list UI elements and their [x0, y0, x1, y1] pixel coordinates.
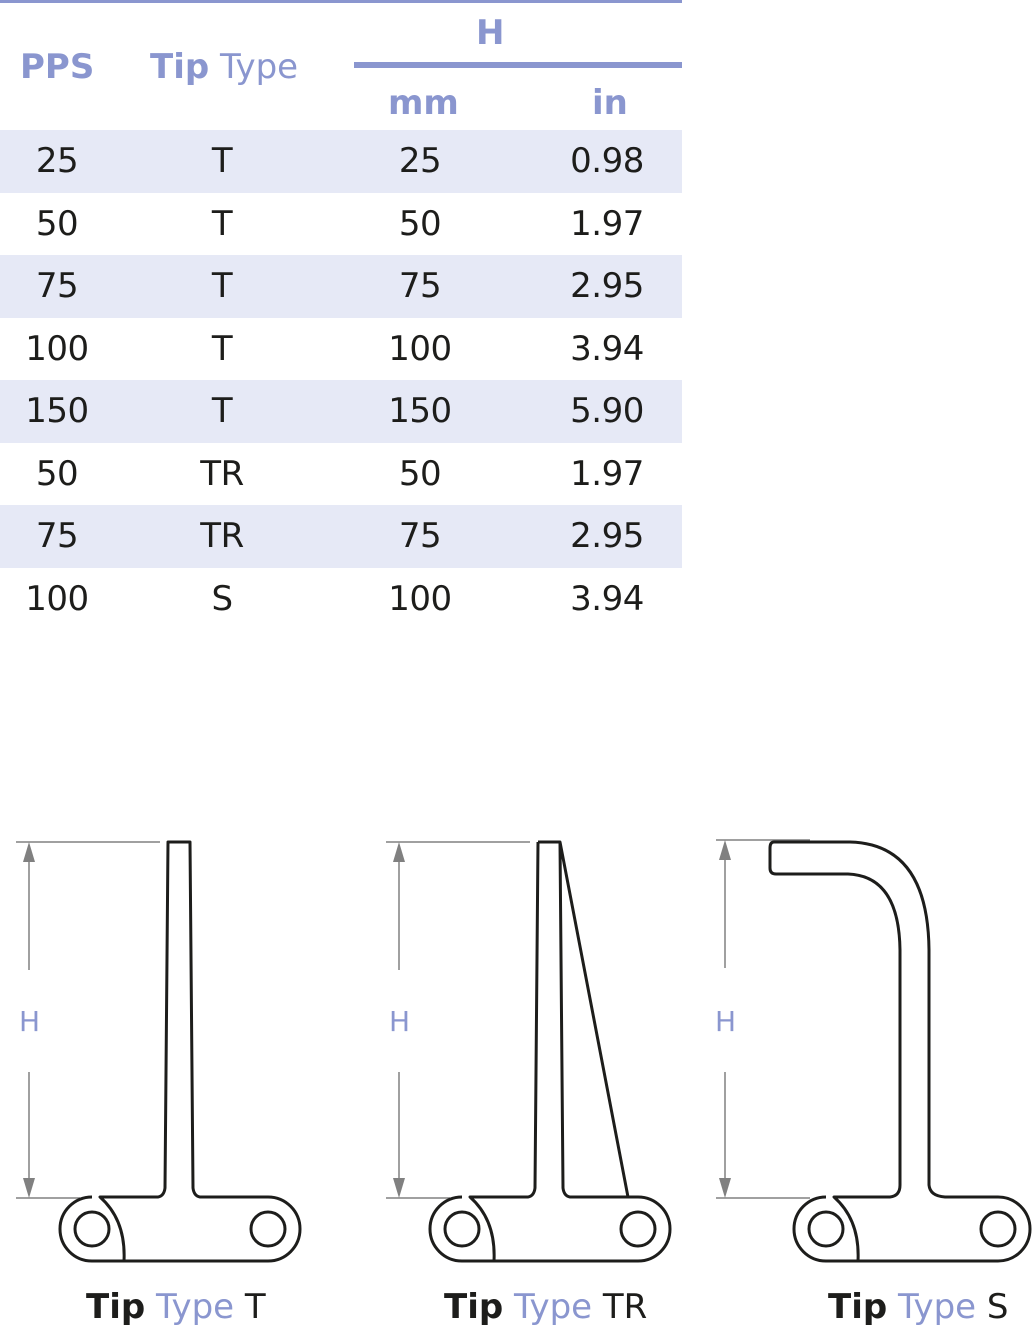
cell-pps: 150 — [25, 391, 89, 431]
cell-pps: 100 — [25, 328, 89, 369]
cell-pps: 75 — [35, 516, 79, 556]
tip-type-tr-drawing — [370, 820, 690, 1280]
cell-pps: 50 — [35, 203, 79, 244]
tip-type-t-drawing — [0, 820, 320, 1280]
diagram-tip-type-t — [0, 820, 320, 1280]
cell-h-mm: 75 — [398, 516, 442, 556]
cell-pps: 100 — [25, 578, 89, 619]
table-row — [0, 318, 682, 381]
cell-pps: 25 — [35, 141, 79, 181]
cell-h-mm: 50 — [398, 453, 442, 494]
diagram-tip-type-tr — [370, 820, 690, 1280]
table-row — [0, 568, 682, 631]
cell-tip-type: TR — [200, 516, 244, 556]
cell-pps: 50 — [35, 453, 79, 494]
header-in: in — [592, 83, 628, 123]
caption-tip-type-t: Tip Type T — [86, 1287, 266, 1327]
cell-tip-type: T — [211, 203, 233, 244]
cell-tip-type: T — [211, 391, 233, 431]
cell-h-in: 1.97 — [570, 453, 644, 494]
cell-h-mm: 25 — [398, 141, 442, 181]
cell-h-mm: 75 — [398, 266, 442, 306]
caption-tip-type-s: Tip Type S — [828, 1287, 1009, 1327]
diagram-tip-type-s — [700, 820, 1020, 1280]
cell-h-in: 5.90 — [570, 391, 644, 431]
cell-h-in: 1.97 — [570, 203, 644, 244]
cell-h-in: 3.94 — [570, 578, 644, 619]
table-body — [0, 130, 682, 630]
dimension-label-h: H — [19, 1005, 41, 1038]
cell-tip-type: T — [211, 141, 233, 181]
caption-tip-type-tr: Tip Type TR — [444, 1287, 648, 1327]
header-h: H — [476, 13, 505, 53]
table-row — [0, 255, 682, 318]
table-row — [0, 380, 682, 443]
cell-h-mm: 100 — [388, 578, 452, 619]
cell-h-in: 0.98 — [570, 141, 644, 181]
cell-tip-type: T — [211, 328, 233, 369]
table-top-rule — [0, 0, 682, 3]
table-row — [0, 443, 682, 506]
cell-pps: 75 — [35, 266, 79, 306]
dimension-label-h: H — [389, 1005, 411, 1038]
tip-type-s-drawing — [700, 820, 1033, 1280]
table-row — [0, 130, 682, 193]
dimension-label-h: H — [715, 1005, 737, 1038]
header-h-rule — [354, 62, 682, 68]
header-mm: mm — [388, 83, 459, 123]
cell-tip-type: T — [211, 266, 233, 306]
cell-h-in: 2.95 — [570, 516, 644, 556]
cell-tip-type: TR — [200, 453, 244, 494]
cell-h-in: 3.94 — [570, 328, 644, 369]
header-pps: PPS — [20, 47, 95, 87]
cell-h-in: 2.95 — [570, 266, 644, 306]
table-row — [0, 505, 682, 568]
header-tip-type: Tip Type — [150, 47, 299, 87]
cell-h-mm: 100 — [388, 328, 452, 369]
table-row — [0, 193, 682, 256]
cell-h-mm: 50 — [398, 203, 442, 244]
cell-h-mm: 150 — [388, 391, 452, 431]
cell-tip-type: S — [211, 578, 233, 619]
